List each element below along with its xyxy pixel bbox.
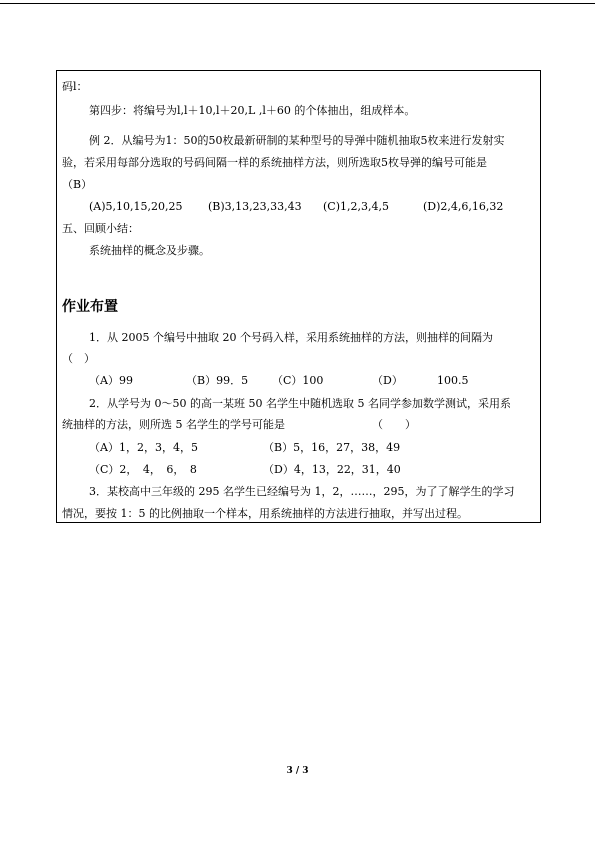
text-line: 系统抽样的概念及步骤。 bbox=[89, 244, 210, 257]
answer-text: （B） bbox=[62, 178, 93, 191]
option-d-value: 100.5 bbox=[437, 374, 469, 387]
question-text: 情况，要按 1：5 的比例抽取一个样本，用系统抽样的方法进行抽取，并写出过程。 bbox=[62, 507, 468, 520]
text-line: 验，若采用每部分选取的号码间隔一样的系统抽样方法，则所选取5枚导弹的编号可能是 bbox=[62, 156, 487, 169]
option-d: （D）4，13，22，31，40 bbox=[263, 463, 401, 476]
option-c: (C)1,2,3,4,5 bbox=[323, 200, 389, 213]
page-number: 3 / 3 bbox=[286, 766, 309, 776]
question-text: 1．从 2005 个编号中抽取 20 个号码入样，采用系统抽样的方法，则抽样的间隔为 bbox=[89, 331, 493, 344]
option-b: （B）99．5 bbox=[186, 374, 249, 387]
text-line: 例 2．从编号为1：50的50枚最新研制的某种型号的导弹中随机抽取5枚来进行发射实 bbox=[89, 134, 505, 147]
answer-bracket: （ ） bbox=[62, 352, 95, 365]
option-b: (B)3,13,23,33,43 bbox=[208, 200, 302, 213]
answer-bracket: （ ） bbox=[372, 418, 416, 431]
option-c: （C）100 bbox=[272, 374, 324, 387]
option-a: （A）99 bbox=[89, 374, 133, 387]
homework-title: 作业布置 bbox=[62, 299, 118, 315]
question-text: 3．某校高中三年级的 295 名学生已经编号为 1，2，……，295，为了了解学生的学习 bbox=[89, 485, 515, 498]
option-b: （B）5，16，27，38，49 bbox=[263, 441, 401, 454]
option-a: (A)5,10,15,20,25 bbox=[89, 200, 183, 213]
text-line: 第四步：将编号为l,l＋10,l＋20,L ,l＋60 的个体抽出，组成样本。 bbox=[89, 104, 416, 117]
option-d: (D)2,4,6,16,32 bbox=[423, 200, 504, 213]
question-text: 2．从学号为 0～50 的高一某班 50 名学生中随机选取 5 名同学参加数学测试，采用系 bbox=[89, 397, 511, 410]
text-line: 码l： bbox=[62, 80, 88, 93]
option-d: （D） bbox=[372, 374, 403, 387]
option-c: （C）2， 4， 6， 8 bbox=[89, 463, 197, 476]
header-rule bbox=[0, 3, 595, 4]
option-a: （A）1，2，3，4，5 bbox=[89, 441, 198, 454]
section-heading: 五、回顾小结： bbox=[62, 222, 139, 235]
question-text: 统抽样的方法，则所选 5 名学生的学号可能是 bbox=[62, 418, 285, 431]
